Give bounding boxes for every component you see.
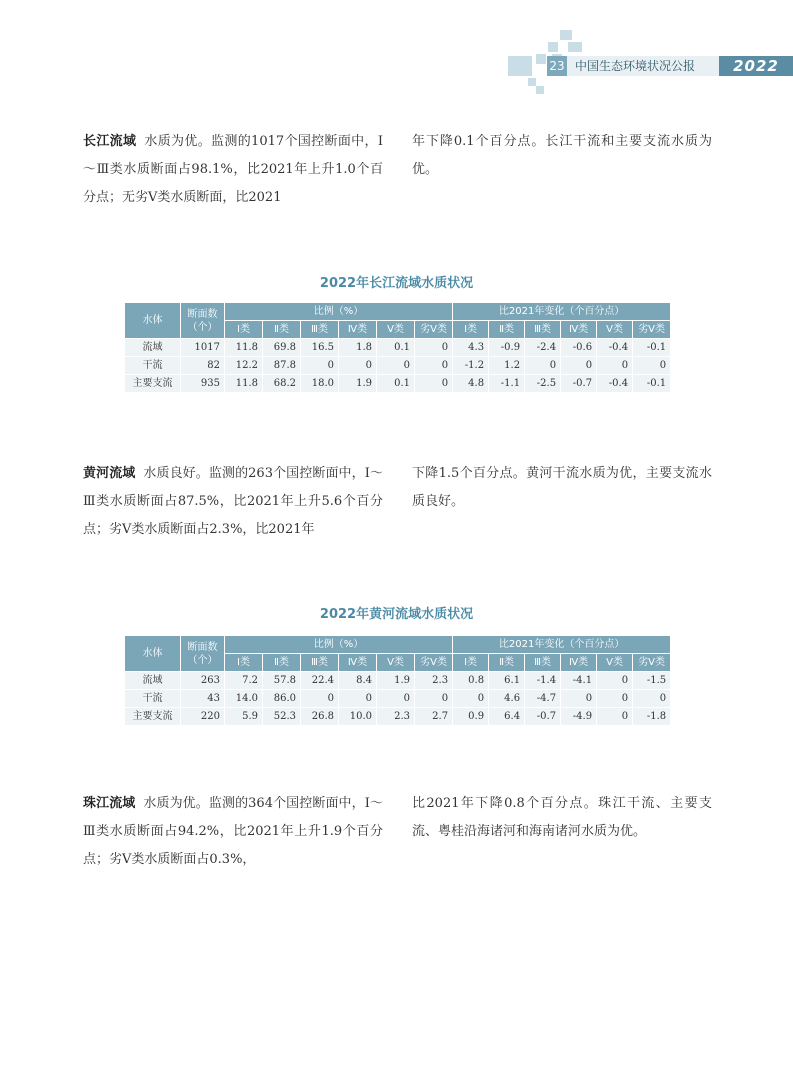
change-cell: 1.2 bbox=[489, 357, 525, 375]
yangtze-right-paragraph bbox=[412, 128, 712, 184]
ratio-cell: 0 bbox=[377, 357, 415, 375]
change-cell: 4.8 bbox=[453, 375, 489, 393]
row-count: 220 bbox=[181, 708, 225, 726]
change-cell: -2.4 bbox=[525, 339, 561, 357]
header-class: Ⅴ类 bbox=[597, 654, 633, 672]
ratio-cell: 87.8 bbox=[263, 357, 301, 375]
page-number: 23 bbox=[547, 56, 567, 76]
pearl-river-heading: 珠江流域 bbox=[83, 796, 136, 811]
publication-title: 中国生态环境状况公报 bbox=[575, 59, 696, 73]
change-cell: 0 bbox=[525, 357, 561, 375]
ratio-cell: 14.0 bbox=[225, 690, 263, 708]
row-name: 干流 bbox=[125, 357, 181, 375]
header-class: 劣Ⅴ类 bbox=[633, 654, 671, 672]
ratio-cell: 22.4 bbox=[301, 672, 339, 690]
row-count: 263 bbox=[181, 672, 225, 690]
table-row bbox=[125, 375, 671, 393]
yellow-river-heading: 黄河流域 bbox=[83, 466, 136, 481]
table-row bbox=[125, 339, 671, 357]
pearl-river-right-paragraph bbox=[412, 790, 712, 846]
ratio-cell: 69.8 bbox=[263, 339, 301, 357]
change-cell: -4.1 bbox=[561, 672, 597, 690]
row-name: 流域 bbox=[125, 672, 181, 690]
yellow-river-water-quality-table bbox=[124, 635, 671, 726]
ratio-cell: 0.1 bbox=[377, 375, 415, 393]
change-cell: -0.9 bbox=[489, 339, 525, 357]
change-cell: 0 bbox=[453, 690, 489, 708]
header-body: 水体 bbox=[125, 636, 181, 672]
change-cell: 0 bbox=[597, 357, 633, 375]
header-class: Ⅱ类 bbox=[263, 321, 301, 339]
row-count: 43 bbox=[181, 690, 225, 708]
ratio-cell: 11.8 bbox=[225, 375, 263, 393]
ratio-cell: 2.3 bbox=[415, 672, 453, 690]
header-bar bbox=[547, 56, 793, 76]
header-class: Ⅱ类 bbox=[489, 654, 525, 672]
change-cell: -0.7 bbox=[561, 375, 597, 393]
table-row bbox=[125, 690, 671, 708]
change-cell: -0.6 bbox=[561, 339, 597, 357]
change-cell: 6.4 bbox=[489, 708, 525, 726]
yellow-river-table-title: 2022年黄河流域水质状况 bbox=[319, 607, 474, 622]
change-cell: -0.4 bbox=[597, 339, 633, 357]
yangtze-heading: 长江流域 bbox=[83, 134, 137, 149]
header-ratio: 比例（%） bbox=[225, 303, 453, 321]
ratio-cell: 68.2 bbox=[263, 375, 301, 393]
change-cell: -1.4 bbox=[525, 672, 561, 690]
change-cell: -0.7 bbox=[525, 708, 561, 726]
row-count: 1017 bbox=[181, 339, 225, 357]
ratio-cell: 1.8 bbox=[339, 339, 377, 357]
header-class: 劣Ⅴ类 bbox=[633, 321, 671, 339]
yangtze-table-title: 2022年长江流域水质状况 bbox=[319, 276, 474, 291]
header-class: Ⅰ类 bbox=[453, 321, 489, 339]
change-cell: -0.4 bbox=[597, 375, 633, 393]
header-ratio: 比例（%） bbox=[225, 636, 453, 654]
ratio-cell: 18.0 bbox=[301, 375, 339, 393]
row-name: 流域 bbox=[125, 339, 181, 357]
ratio-cell: 0 bbox=[415, 690, 453, 708]
ratio-cell: 0 bbox=[415, 339, 453, 357]
ratio-cell: 1.9 bbox=[339, 375, 377, 393]
yellow-river-left-paragraph bbox=[83, 460, 383, 544]
pearl-river-left-text: 水质为优。监测的364个国控断面中，Ⅰ～Ⅲ类水质断面占94.2%，比2021年上升1.9个百分点；劣Ⅴ类水质断面占0.3%， bbox=[83, 796, 383, 867]
header-class: Ⅰ类 bbox=[453, 654, 489, 672]
header-count: 断面数（个） bbox=[181, 636, 225, 672]
table-row bbox=[125, 357, 671, 375]
change-cell: -4.7 bbox=[525, 690, 561, 708]
ratio-cell: 52.3 bbox=[263, 708, 301, 726]
header-class: Ⅳ类 bbox=[561, 321, 597, 339]
change-cell: 4.3 bbox=[453, 339, 489, 357]
change-cell: 6.1 bbox=[489, 672, 525, 690]
change-cell: -4.9 bbox=[561, 708, 597, 726]
change-cell: 0 bbox=[633, 357, 671, 375]
change-cell: 0 bbox=[561, 690, 597, 708]
change-cell: -1.8 bbox=[633, 708, 671, 726]
ratio-cell: 2.7 bbox=[415, 708, 453, 726]
change-cell: -2.5 bbox=[525, 375, 561, 393]
header-class: Ⅴ类 bbox=[377, 654, 415, 672]
yangtze-left-text: 水质为优。监测的1017个国控断面中，Ⅰ～Ⅲ类水质断面占98.1%，比2021年上升1.0个百分点；无劣Ⅴ类水质断面，比2021 bbox=[83, 134, 383, 205]
ratio-cell: 0.1 bbox=[377, 339, 415, 357]
header-class: Ⅰ类 bbox=[225, 321, 263, 339]
pearl-river-left-paragraph bbox=[83, 790, 383, 874]
change-cell: 0 bbox=[597, 690, 633, 708]
header-class: Ⅱ类 bbox=[489, 321, 525, 339]
change-cell: -0.1 bbox=[633, 339, 671, 357]
yangtze-left-paragraph bbox=[83, 128, 383, 212]
ratio-cell: 2.3 bbox=[377, 708, 415, 726]
ratio-cell: 0 bbox=[377, 690, 415, 708]
header-class: Ⅴ类 bbox=[377, 321, 415, 339]
ratio-cell: 0 bbox=[301, 357, 339, 375]
ratio-cell: 1.9 bbox=[377, 672, 415, 690]
change-cell: -1.5 bbox=[633, 672, 671, 690]
header-class: Ⅳ类 bbox=[339, 321, 377, 339]
ratio-cell: 0 bbox=[415, 375, 453, 393]
ratio-cell: 0 bbox=[339, 357, 377, 375]
change-cell: -0.1 bbox=[633, 375, 671, 393]
header-class: Ⅳ类 bbox=[339, 654, 377, 672]
table-row bbox=[125, 672, 671, 690]
change-cell: 0 bbox=[633, 690, 671, 708]
header-change: 比2021年变化（个百分点） bbox=[453, 636, 671, 654]
header-class: 劣Ⅴ类 bbox=[415, 654, 453, 672]
yangtze-water-quality-table bbox=[124, 302, 671, 393]
ratio-cell: 26.8 bbox=[301, 708, 339, 726]
ratio-cell: 0 bbox=[415, 357, 453, 375]
header-count: 断面数（个） bbox=[181, 303, 225, 339]
row-name: 干流 bbox=[125, 690, 181, 708]
pearl-river-right-text: 比2021年下降0.8个百分点。珠江干流、主要支流、粤桂沿海诸河和海南诸河水质为优。 bbox=[412, 796, 712, 839]
ratio-cell: 12.2 bbox=[225, 357, 263, 375]
ratio-cell: 0 bbox=[339, 690, 377, 708]
ratio-cell: 7.2 bbox=[225, 672, 263, 690]
change-cell: 0 bbox=[597, 708, 633, 726]
ratio-cell: 16.5 bbox=[301, 339, 339, 357]
ratio-cell: 0 bbox=[301, 690, 339, 708]
change-cell: 4.6 bbox=[489, 690, 525, 708]
publication-year: 2022 bbox=[719, 56, 793, 76]
change-cell: 0.8 bbox=[453, 672, 489, 690]
header-change: 比2021年变化（个百分点） bbox=[453, 303, 671, 321]
table-row bbox=[125, 708, 671, 726]
ratio-cell: 57.8 bbox=[263, 672, 301, 690]
yellow-river-left-text: 水质良好。监测的263个国控断面中，Ⅰ～Ⅲ类水质断面占87.5%，比2021年上升5.6个百分点；劣Ⅴ类水质断面占2.3%，比2021年 bbox=[83, 466, 383, 537]
header-class: Ⅲ类 bbox=[525, 321, 561, 339]
change-cell: 0 bbox=[561, 357, 597, 375]
row-count: 82 bbox=[181, 357, 225, 375]
row-name: 主要支流 bbox=[125, 375, 181, 393]
row-count: 935 bbox=[181, 375, 225, 393]
ratio-cell: 5.9 bbox=[225, 708, 263, 726]
change-cell: -1.2 bbox=[453, 357, 489, 375]
header-class: 劣Ⅴ类 bbox=[415, 321, 453, 339]
yangtze-right-text: 年下降0.1个百分点。长江干流和主要支流水质为优。 bbox=[412, 134, 712, 177]
header-class: Ⅲ类 bbox=[301, 321, 339, 339]
header-class: Ⅳ类 bbox=[561, 654, 597, 672]
ratio-cell: 86.0 bbox=[263, 690, 301, 708]
header-class: Ⅱ类 bbox=[263, 654, 301, 672]
ratio-cell: 11.8 bbox=[225, 339, 263, 357]
change-cell: -1.1 bbox=[489, 375, 525, 393]
yellow-river-right-text: 下降1.5个百分点。黄河干流水质为优，主要支流水质良好。 bbox=[412, 466, 712, 509]
yellow-river-right-paragraph bbox=[412, 460, 712, 516]
header-class: Ⅴ类 bbox=[597, 321, 633, 339]
header-body: 水体 bbox=[125, 303, 181, 339]
ratio-cell: 8.4 bbox=[339, 672, 377, 690]
ratio-cell: 10.0 bbox=[339, 708, 377, 726]
header-class: Ⅲ类 bbox=[301, 654, 339, 672]
change-cell: 0 bbox=[597, 672, 633, 690]
row-name: 主要支流 bbox=[125, 708, 181, 726]
change-cell: 0.9 bbox=[453, 708, 489, 726]
header-class: Ⅲ类 bbox=[525, 654, 561, 672]
header-class: Ⅰ类 bbox=[225, 654, 263, 672]
